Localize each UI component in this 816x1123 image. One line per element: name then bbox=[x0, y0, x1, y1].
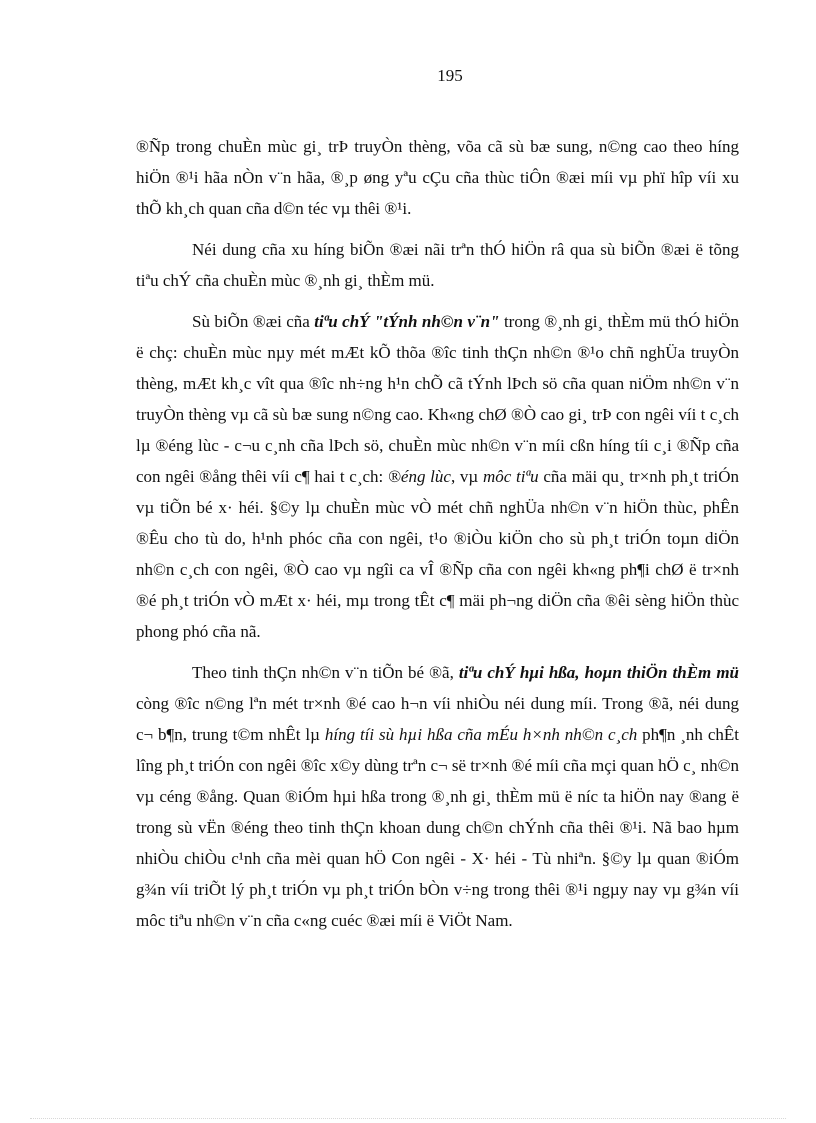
p3-criterion-humanism: tiªu chÝ "tÝnh nh©n v¨n" bbox=[314, 312, 500, 331]
p4-segment-3: còng ®îc n©ng lªn mét tr×nh ®é cao h¬n víi nhiÒu néi dung míi. Trong ®ã, néi dung c¬ b¶n, trung t©m nhÊt lµ bbox=[136, 694, 739, 744]
document-body bbox=[136, 131, 739, 946]
p3-segment-3: trong ®¸nh gi¸ thÈm mü thÓ hiÖn ë chç: chuÈn mùc nµy mét mÆt kÕ thõa ®îc tinh thÇn nh©n ®¹o chñ nghÜa truyÒn thèng, mÆt kh¸c vît qua ®îc nh÷ng h¹n chÕ cã tÝnh lÞch sö cña quan niÖm nh©n v¨n truyÒn thèng vµ cã sù bæ sung n©ng cao. Kh«ng chØ ®Ò cao gi¸ trÞ con ngêi víi t c¸ch lµ ®éng lùc - c¬u c¸nh cña lÞch sö, chuÈn mùc nh©n v¨n míi cßn híng tíi c¸i ®Ñp cña con ngêi ®ång thêi víi c¶ hai t c¸ch: bbox=[136, 312, 739, 486]
p4-segment-1: Theo tinh thÇn nh©n v¨n tiÕn bé ®ã, bbox=[192, 663, 459, 682]
p4-segment-5: ph¶n ¸nh chÊt lîng ph¸t triÓn con ngêi ®îc x©y dùng trªn c¬ së tr×nh ®é míi cña mçi quan hÖ c¸ nh©n vµ céng ®ång. Quan ®iÓm hµi hßa trong ®¸nh gi¸ thÈm mü ë níc ta hiÖn nay ®ang ë trong sù vËn ®éng theo tinh thÇn khoan dung ch©n chÝnh cña thêi ®¹i. Nã bao hµm nhiÒu chiÒu c¹nh cña mèi quan hÖ Con ngêi - X· héi - Tù nhiªn. §©y lµ quan ®iÓm g¾n víi triÕt lý ph¸t triÓn vµ ph¸t triÓn bÒn v÷ng trong thêi ®¹i ngµy nay vµ g¾n víi môc tiªu nh©n v¨n cña c«ng cuéc ®æi míi ë ViÖt Nam. bbox=[136, 725, 739, 930]
paragraph-1: ®Ñp trong chuÈn mùc gi¸ trÞ truyÒn thèng, võa cã sù bæ sung, n©ng cao theo híng hiÖn ®¹i hãa nÒn v¨n hãa, ®¸p øng yªu cÇu cña thùc tiÔn ®æi míi vµ phï hîp víi xu thÕ kh¸ch quan cña d©n téc vµ thêi ®¹i. bbox=[136, 137, 739, 218]
p3-segment-7: cña mäi qu¸ tr×nh ph¸t triÓn vµ tiÕn bé x· héi. §©y lµ chuÈn mùc vÒ mét chñ nghÜa nh©n v¨n hiÖn thùc, phÊn ®Êu cho tù do, h¹nh phóc cña con ngêi, t¹o ®iÒu kiÖn cho sù ph¸t triÓn toµn diÖn nh©n c¸ch con ngêi, ®Ò cao vµ ngîi ca vÎ ®Ñp cña con ngêi kh«ng ph¶i chØ ë tr×nh ®é ph¸t triÓn vÒ mÆt x· héi, mµ trong tÊt c¶ mäi ph¬ng diÖn cña ®êi sèng hiÖn thùc phong phó cña nã. bbox=[136, 467, 740, 641]
paragraph-2: Néi dung cña xu híng biÕn ®æi nãi trªn thÓ hiÖn râ qua sù biÕn ®æi ë tõng tiªu chÝ cña chuÈn mùc ®¸nh gi¸ thÈm mü. bbox=[136, 240, 739, 290]
paragraph-3 bbox=[136, 306, 739, 647]
p3-segment-5: , vµ bbox=[450, 467, 483, 486]
p3-italic-goal: môc tiªu bbox=[482, 467, 539, 486]
paragraph-4 bbox=[136, 657, 739, 936]
p4-criterion-harmony: tiªu chÝ hµi hßa, hoµn thiÖn thÈm mü bbox=[458, 663, 739, 682]
page-number: 195 bbox=[437, 66, 463, 85]
p3-segment-1: Sù biÕn ®æi cña bbox=[192, 312, 315, 331]
page-bottom-rule bbox=[30, 1118, 786, 1119]
p4-italic-harmony-personality: híng tíi sù hµi hßa cña mÉu h×nh nh©n c¸ch bbox=[324, 725, 638, 744]
p3-italic-driving-force: ®éng lùc bbox=[387, 467, 451, 486]
